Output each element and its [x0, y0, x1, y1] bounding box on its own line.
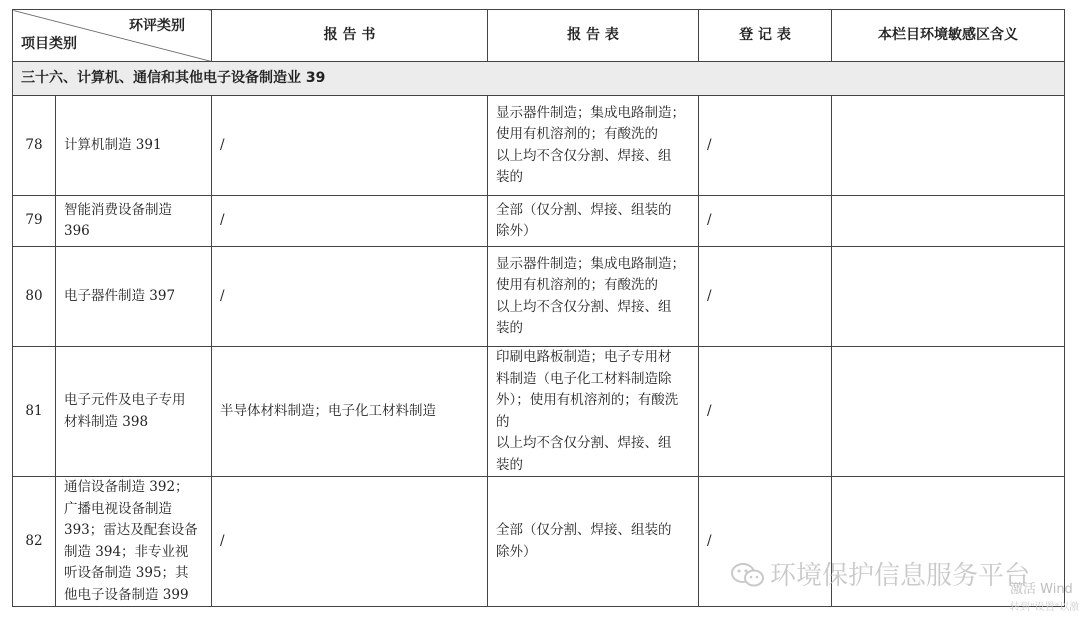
row-report-book: / — [212, 96, 488, 196]
row-register: / — [699, 347, 832, 477]
row-report-book: 半导体材料制造；电子化工材料制造 — [212, 347, 488, 477]
row-number: 81 — [13, 347, 56, 477]
windows-activation-subtext: 转到"设置"以激 — [1010, 602, 1080, 613]
watermark-text: 环境保护信息服务平台 — [770, 561, 1031, 591]
row-category: 智能消费设备制造 396 — [56, 196, 212, 247]
row-register: / — [699, 477, 832, 607]
row-report-book: / — [212, 196, 488, 247]
row-number: 82 — [13, 477, 56, 607]
diag-header-top: 环评类别 — [129, 18, 185, 34]
row-number: 78 — [13, 96, 56, 196]
row-report-form: 显示器件制造；集成电路制造； 使用有机溶剂的；有酸洗的 以上均不含仅分割、焊接、组 装的 — [488, 96, 699, 196]
eia-category-table — [12, 9, 1065, 607]
row-report-form: 全部（仅分割、焊接、组装的 除外） — [488, 196, 699, 247]
row-report-book: / — [212, 247, 488, 347]
row-category: 电子元件及电子专用 材料制造 398 — [56, 347, 212, 477]
diagonal-header-cell — [13, 10, 212, 62]
header-report-book: 报 告 书 — [212, 10, 488, 62]
header-sensitive-area: 本栏目环境敏感区含义 — [832, 10, 1065, 62]
row-register: / — [699, 96, 832, 196]
diag-header-bottom: 项目类别 — [21, 35, 77, 52]
watermark — [730, 555, 1030, 592]
row-register: / — [699, 196, 832, 247]
row-report-book: / — [212, 477, 488, 607]
row-category: 计算机制造 391 — [56, 96, 212, 196]
row-report-form: 全部（仅分割、焊接、组装的 除外） — [488, 477, 699, 607]
wechat-icon — [730, 562, 766, 588]
table-row — [13, 96, 1065, 196]
row-report-form: 显示器件制造；集成电路制造； 使用有机溶剂的；有酸洗的 以上均不含仅分割、焊接、组 装的 — [488, 247, 699, 347]
row-sensitive — [832, 247, 1065, 347]
section-title: 三十六、计算机、通信和其他电子设备制造业 39 — [13, 62, 1065, 96]
row-number: 79 — [13, 196, 56, 247]
row-register: / — [699, 247, 832, 347]
header-report-form: 报 告 表 — [488, 10, 699, 62]
table-header-row — [13, 10, 1065, 62]
row-category: 通信设备制造 392； 广播电视设备制造 393；雷达及配套设备 制造 394；非专业视 听设备制造 395；其 他电子设备制造 399 — [56, 477, 212, 607]
row-category: 电子器件制造 397 — [56, 247, 212, 347]
table-row — [13, 347, 1065, 477]
table-row — [13, 196, 1065, 247]
row-sensitive — [832, 196, 1065, 247]
header-register: 登 记 表 — [699, 10, 832, 62]
row-number: 80 — [13, 247, 56, 347]
section-row — [13, 62, 1065, 96]
row-report-form: 印刷电路板制造；电子专用材 料制造（电子化工材料制造除 外）；使用有机溶剂的；有酸洗 的 以上均不含仅分割、焊接、组 装的 — [488, 347, 699, 477]
windows-activation-text: 激活 Wind — [1010, 582, 1073, 597]
row-sensitive — [832, 96, 1065, 196]
row-sensitive — [832, 347, 1065, 477]
table-row — [13, 247, 1065, 347]
